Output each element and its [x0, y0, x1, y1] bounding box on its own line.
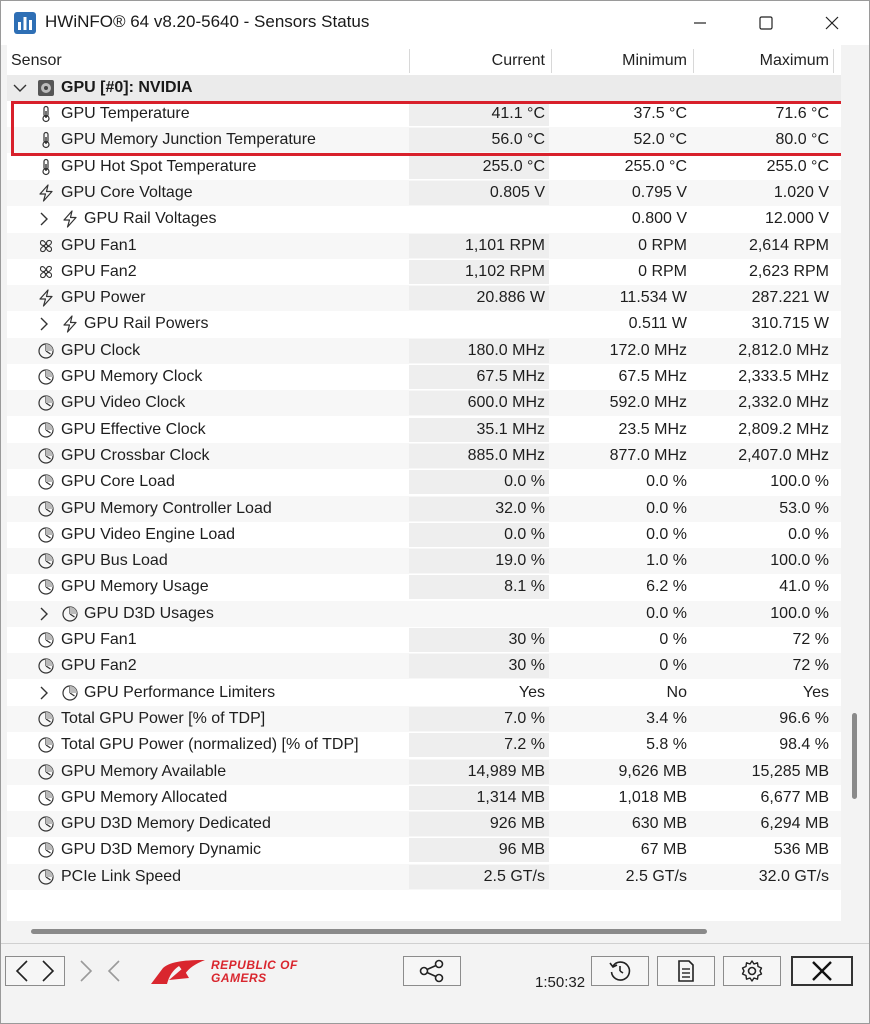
minimum-value: 0.795 V: [631, 183, 687, 201]
maximum-value: 536 MB: [773, 841, 829, 859]
sensor-label: GPU D3D Memory Dynamic: [61, 841, 262, 859]
current-value: 14,989 MB: [467, 762, 545, 780]
gauge-icon: [37, 394, 55, 412]
fan-icon: [37, 263, 55, 281]
sensor-row[interactable]: [7, 259, 841, 285]
exit-button[interactable]: [791, 956, 853, 986]
current-value: 7.2 %: [504, 736, 545, 754]
maximum-value: 2,614 RPM: [748, 236, 829, 254]
sensor-row[interactable]: [7, 338, 841, 364]
maximum-value: 41.0 %: [779, 578, 829, 596]
current-value: 885.0 MHz: [467, 446, 545, 464]
reset-button[interactable]: [591, 956, 649, 986]
sensor-label: GPU Fan1: [61, 236, 137, 254]
sensor-row[interactable]: [7, 233, 841, 259]
gauge-icon: [37, 500, 55, 518]
minimum-value: 0.0 %: [646, 525, 687, 543]
sensor-row[interactable]: [7, 811, 841, 837]
gauge-icon: [37, 631, 55, 649]
lightning-icon: [61, 315, 79, 333]
gauge-icon: [37, 421, 55, 439]
sensor-label: GPU Fan2: [61, 262, 137, 280]
gauge-icon: [37, 500, 55, 518]
lightning-icon: [37, 184, 55, 202]
minimum-value: 37.5 °C: [633, 105, 687, 122]
thermometer-icon: [37, 131, 55, 149]
sensor-label: GPU Hot Spot Temperature: [61, 157, 257, 175]
sensor-row[interactable]: [7, 864, 841, 890]
minimum-value: 5.8 %: [646, 736, 687, 754]
gauge-icon: [37, 394, 55, 412]
maximum-value: 100.0 %: [770, 473, 829, 491]
sensor-label: GPU Memory Usage: [61, 578, 209, 596]
maximum-value: 15,285 MB: [751, 762, 829, 780]
maximum-value: 255.0 °C: [766, 157, 829, 175]
current-value: 926 MB: [489, 815, 545, 833]
sensor-group-row[interactable]: [7, 680, 841, 706]
sensor-label: GPU Memory Available: [61, 762, 227, 780]
sensor-row[interactable]: [7, 548, 841, 574]
maximum-value: 6,294 MB: [760, 815, 829, 833]
minimum-value: 592.0 MHz: [609, 394, 687, 412]
maximum-value: 2,332.0 MHz: [738, 394, 829, 412]
minimum-value: 52.0 °C: [633, 131, 687, 149]
logging-button[interactable]: [657, 956, 715, 986]
minimum-value: 3.4 %: [646, 709, 687, 727]
gauge-icon: [37, 736, 55, 754]
sensor-label: Total GPU Power [% of TDP]: [61, 709, 266, 727]
sensor-label: GPU Core Load: [61, 473, 175, 491]
sensor-group-row[interactable]: [7, 601, 841, 627]
thermometer-icon: [37, 131, 55, 149]
maximum-value: 1.020 V: [773, 183, 829, 201]
gauge-icon: [37, 447, 55, 465]
thermometer-icon: [37, 105, 55, 123]
chevron-right-icon[interactable]: [37, 316, 51, 332]
gauge-icon: [37, 736, 55, 754]
sensor-label: GPU Rail Voltages: [84, 210, 217, 228]
column-header-current[interactable]: Current: [491, 52, 545, 69]
reset-clock-icon: [608, 959, 632, 983]
lightning-icon: [37, 184, 55, 202]
gear-icon: [740, 959, 764, 983]
sensor-row[interactable]: [7, 443, 841, 469]
sensor-label: GPU Fan2: [61, 657, 137, 675]
current-value: 8.1 %: [504, 578, 545, 596]
gauge-icon: [37, 763, 55, 781]
maximum-value: 287.221 W: [751, 289, 829, 307]
vertical-scroll-thumb[interactable]: [852, 713, 857, 799]
sensor-label: GPU Memory Controller Load: [61, 499, 272, 517]
document-icon: [676, 959, 696, 983]
sensor-label: GPU Power: [61, 289, 146, 307]
lightning-icon: [61, 210, 79, 228]
column-header-sensor[interactable]: Sensor: [11, 52, 62, 69]
gauge-icon: [37, 657, 55, 675]
gauge-icon: [37, 789, 55, 807]
close-icon: [825, 16, 839, 30]
current-value: 600.0 MHz: [467, 394, 545, 412]
gauge-icon: [37, 815, 55, 833]
current-value: 20.886 W: [476, 289, 545, 307]
gauge-icon: [37, 868, 55, 886]
sensor-label: GPU Fan1: [61, 631, 137, 648]
window-title: HWiNFO® 64 v8.20-5640 - Sensors Status: [45, 12, 370, 31]
sensor-row[interactable]: [7, 785, 841, 811]
sensor-group-row[interactable]: [7, 206, 841, 232]
sensor-row[interactable]: [7, 837, 841, 863]
maximum-value: Yes: [802, 683, 829, 701]
minimum-value: No: [666, 683, 687, 701]
horizontal-scrollbar[interactable]: [7, 921, 841, 941]
maximum-value: 2,333.5 MHz: [738, 368, 829, 385]
sensor-label: GPU Memory Allocated: [61, 788, 228, 806]
current-value: 35.1 MHz: [476, 420, 545, 438]
gauge-icon: [37, 631, 55, 649]
column-divider[interactable]: [693, 49, 694, 73]
elapsed-time-clock: 1:50:32: [535, 974, 586, 991]
sensor-row[interactable]: [7, 285, 841, 311]
maximum-value: 80.0 °C: [775, 131, 829, 149]
sensor-label: GPU Memory Clock: [61, 368, 203, 385]
gauge-icon: [37, 578, 55, 596]
rog-logo-text: REPUBLIC OF GAMERS: [211, 958, 298, 985]
title-bar[interactable]: [1, 1, 869, 45]
chevron-down-icon[interactable]: [13, 82, 27, 94]
lightning-icon: [37, 289, 55, 307]
sensor-label: PCIe Link Speed: [61, 867, 182, 885]
current-value: 0.0 %: [504, 525, 545, 543]
sensor-row[interactable]: [7, 627, 841, 653]
maximum-value: 6,677 MB: [760, 788, 829, 806]
column-header-maximum[interactable]: Maximum: [759, 52, 829, 69]
sensor-table: [7, 45, 841, 941]
current-value: 0.805 V: [489, 183, 545, 201]
gauge-icon: [37, 342, 55, 360]
minimum-value: 0.800 V: [631, 210, 687, 228]
minimum-value: 67 MB: [640, 841, 687, 859]
minimum-value: 172.0 MHz: [609, 341, 687, 359]
maximum-value: 32.0 GT/s: [758, 867, 829, 885]
minimum-value: 877.0 MHz: [609, 446, 687, 464]
settings-button[interactable]: [723, 956, 781, 986]
sensor-row[interactable]: [7, 759, 841, 785]
gauge-icon: [37, 473, 55, 491]
sensor-label: GPU Rail Powers: [84, 315, 209, 333]
current-value: 1,102 RPM: [464, 262, 545, 280]
minimum-value: 2.5 GT/s: [625, 867, 687, 885]
maximum-value: 100.0 %: [770, 552, 829, 570]
minimum-value: 0.0 %: [646, 499, 687, 517]
current-value: 96 MB: [498, 841, 545, 859]
disabled-nav-button[interactable]: [71, 956, 131, 986]
chevron-right-icon[interactable]: [37, 211, 51, 227]
minimum-value: 0 %: [659, 631, 687, 648]
lightning-icon: [61, 210, 79, 228]
minimum-value: 0 %: [659, 657, 687, 675]
current-value: 0.0 %: [504, 473, 545, 491]
gpu-group-row[interactable]: [7, 75, 841, 101]
sensor-row[interactable]: [7, 522, 841, 548]
maximum-value: 72 %: [792, 657, 829, 675]
minimum-value: 1.0 %: [646, 552, 687, 570]
sensor-row[interactable]: [7, 706, 841, 732]
close-window-button[interactable]: [801, 1, 863, 45]
minimum-value: 67.5 MHz: [618, 368, 687, 385]
current-value: 1,314 MB: [476, 788, 545, 806]
column-divider[interactable]: [833, 49, 834, 73]
hwinfo-app-icon: [13, 11, 37, 35]
sensor-label: GPU Clock: [61, 341, 141, 359]
gauge-icon: [61, 605, 79, 623]
minimum-value: 0.511 W: [628, 315, 687, 333]
maximum-value: 12.000 V: [764, 210, 829, 228]
sensor-row[interactable]: [7, 574, 841, 600]
sensor-label: GPU Bus Load: [61, 552, 168, 570]
sensor-row[interactable]: [7, 154, 841, 180]
chevron-right-icon[interactable]: [37, 606, 51, 622]
chevron-right-icon[interactable]: [37, 685, 51, 701]
current-value: 2.5 GT/s: [483, 867, 545, 885]
collapse-expand-button[interactable]: [5, 956, 65, 986]
gauge-icon: [61, 684, 79, 702]
gauge-icon: [37, 368, 55, 386]
minimum-value: 23.5 MHz: [618, 420, 687, 438]
column-header-minimum[interactable]: Minimum: [622, 52, 687, 69]
gauge-icon: [37, 526, 55, 544]
gauge-icon: [37, 841, 55, 859]
sensor-row[interactable]: [7, 101, 841, 127]
sensor-row[interactable]: [7, 469, 841, 495]
gauge-icon: [37, 473, 55, 491]
gauge-icon: [37, 710, 55, 728]
gauge-icon: [37, 789, 55, 807]
maximum-value: 96.6 %: [779, 709, 829, 727]
fan-icon: [37, 237, 55, 255]
current-value: 56.0 °C: [491, 131, 545, 149]
close-icon: [811, 960, 833, 982]
maximum-value: 310.715 W: [751, 315, 829, 333]
gauge-icon: [37, 841, 55, 859]
lightning-icon: [61, 315, 79, 333]
gauge-icon: [37, 368, 55, 386]
gauge-icon: [37, 421, 55, 439]
maximize-icon: [759, 16, 773, 30]
current-value: 32.0 %: [495, 499, 545, 517]
maximum-value: 72 %: [792, 631, 829, 648]
lightning-icon: [37, 289, 55, 307]
current-value: 41.1 °C: [491, 105, 545, 122]
gauge-icon: [37, 657, 55, 675]
gauge-icon: [61, 605, 79, 623]
minimum-value: 0.0 %: [646, 604, 687, 622]
sensor-row[interactable]: [7, 390, 841, 416]
gauge-icon: [37, 552, 55, 570]
gauge-icon: [61, 684, 79, 702]
current-value: 7.0 %: [504, 709, 545, 727]
share-icon: [418, 959, 446, 983]
minimize-icon: [693, 16, 707, 30]
sensor-label: GPU Video Engine Load: [61, 525, 236, 543]
sensor-label: GPU Temperature: [61, 105, 190, 122]
gauge-icon: [37, 447, 55, 465]
current-value: 67.5 MHz: [476, 368, 545, 385]
thermometer-icon: [37, 158, 55, 176]
current-value: Yes: [518, 683, 545, 701]
current-value: 30 %: [508, 631, 545, 648]
maximum-value: 2,812.0 MHz: [738, 341, 829, 359]
fan-icon: [37, 237, 55, 255]
maximum-value: 53.0 %: [779, 499, 829, 517]
gauge-icon: [37, 578, 55, 596]
minimum-value: 9,626 MB: [618, 762, 687, 780]
gauge-icon: [37, 526, 55, 544]
vertical-scrollbar[interactable]: [843, 45, 867, 941]
sensor-row[interactable]: [7, 417, 841, 443]
sensor-label: GPU Crossbar Clock: [61, 446, 210, 464]
gauge-icon: [37, 552, 55, 570]
gauge-icon: [37, 342, 55, 360]
sensor-label: GPU D3D Usages: [84, 604, 214, 622]
rog-logo: [149, 958, 319, 988]
horizontal-scroll-thumb[interactable]: [31, 929, 707, 934]
current-value: 19.0 %: [495, 552, 545, 570]
maximum-value: 98.4 %: [779, 736, 829, 754]
minimize-button[interactable]: [669, 1, 731, 45]
rog-eye-icon: [149, 958, 207, 986]
minimum-value: 255.0 °C: [624, 157, 687, 175]
thermometer-icon: [37, 158, 55, 176]
right-left-arrows-icon: [75, 959, 127, 983]
gauge-icon: [37, 815, 55, 833]
gpu-group-label: GPU [#0]: NVIDIA: [61, 79, 193, 96]
maximum-value: 2,623 RPM: [748, 262, 829, 280]
minimum-value: 0 RPM: [638, 236, 687, 254]
maximize-button[interactable]: [735, 1, 797, 45]
sensor-label: GPU Memory Junction Temperature: [61, 131, 316, 149]
column-divider[interactable]: [409, 49, 410, 73]
column-divider[interactable]: [551, 49, 552, 73]
maximum-value: 71.6 °C: [775, 105, 829, 122]
sensor-group-row[interactable]: [7, 311, 841, 337]
sensor-label: Total GPU Power (normalized) [% of TDP]: [61, 736, 359, 754]
minimum-value: 11.534 W: [619, 289, 687, 307]
minimum-value: 0 RPM: [638, 262, 687, 280]
minimum-value: 6.2 %: [646, 578, 687, 596]
current-value: 30 %: [508, 657, 545, 675]
maximum-value: 100.0 %: [770, 604, 829, 622]
sensor-row[interactable]: [7, 732, 841, 758]
minimum-value: 1,018 MB: [618, 788, 687, 806]
gauge-icon: [37, 710, 55, 728]
sensor-row[interactable]: [7, 653, 841, 679]
minimum-value: 630 MB: [631, 815, 687, 833]
sensor-row[interactable]: [7, 496, 841, 522]
maximum-value: 2,809.2 MHz: [738, 420, 829, 438]
sensor-label: GPU Performance Limiters: [84, 683, 276, 701]
current-value: 255.0 °C: [482, 157, 545, 175]
share-button[interactable]: [403, 956, 461, 986]
current-value: 1,101 RPM: [464, 236, 545, 254]
fan-icon: [37, 263, 55, 281]
sensor-label: GPU Video Clock: [61, 394, 186, 412]
bottom-toolbar: [1, 943, 869, 1023]
thermometer-icon: [37, 105, 55, 123]
maximum-value: 0.0 %: [788, 525, 829, 543]
column-header-row: [7, 49, 841, 73]
gauge-icon: [37, 868, 55, 886]
current-value: 180.0 MHz: [467, 341, 545, 359]
maximum-value: 2,407.0 MHz: [738, 446, 829, 464]
gpu-chip-icon: [37, 79, 55, 97]
sensor-label: GPU Effective Clock: [61, 420, 206, 438]
sensor-row[interactable]: [7, 180, 841, 206]
sensor-label: GPU D3D Memory Dedicated: [61, 815, 271, 833]
left-right-arrows-icon: [13, 959, 57, 983]
minimum-value: 0.0 %: [646, 473, 687, 491]
sensor-row[interactable]: [7, 127, 841, 153]
sensor-row[interactable]: [7, 364, 841, 390]
gauge-icon: [37, 763, 55, 781]
sensor-label: GPU Core Voltage: [61, 183, 193, 201]
